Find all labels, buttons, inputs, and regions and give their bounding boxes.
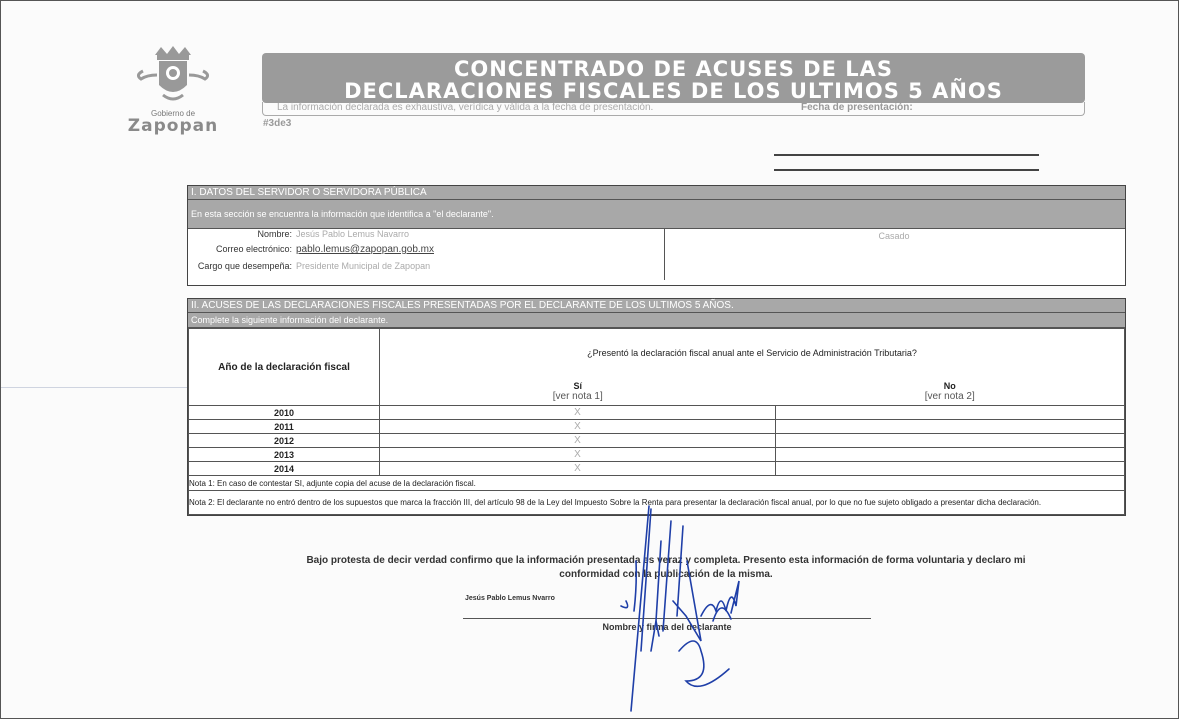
title-line-1: CONCENTRADO DE ACUSES DE LAS [453, 57, 894, 81]
marital-status-value: Casado [878, 231, 910, 241]
handwritten-signature [601, 501, 761, 716]
email-field [188, 244, 664, 258]
name-field [188, 229, 664, 243]
zapopan-logo [123, 45, 223, 134]
position-value: Presidente Municipal de Zapopan [296, 261, 431, 271]
year-column-header: Año de la declaración fiscal [189, 329, 380, 406]
subtitle-bar [262, 102, 1085, 116]
signer-name: Jesús Pablo Lemus Nvarro [465, 595, 555, 602]
yes-note-ref: [ver nota 1] [552, 390, 603, 402]
yes-cell: X [380, 434, 776, 448]
section2-heading: II. ACUSES DE LAS DECLARACIONES FISCALES PRESENTADAS POR EL DECLARANTE DE LOS ULTIMOS 5 AÑOS. [188, 299, 1125, 313]
no-note-ref: [ver nota 2] [924, 390, 975, 402]
section-tax-declarations [187, 298, 1126, 516]
table-row [189, 462, 1125, 476]
document-title [262, 53, 1085, 103]
email-link[interactable]: pablo.lemus@zapopan.gob.mx [296, 244, 435, 255]
coat-of-arms-icon [133, 45, 213, 107]
email-label: Correo electrónico: [215, 244, 292, 254]
date-label: Fecha de presentación: [801, 102, 913, 113]
declarations-table [188, 328, 1125, 515]
date-line-2 [774, 169, 1039, 171]
declaration-line-1: Bajo protesta de decir verdad confirmo que la información presentada es veraz y completa. Presento esta información de forma voluntaria y declaro mi [306, 555, 1026, 566]
note1-row [189, 476, 1125, 491]
section2-description: Complete la siguiente información del declarante. [188, 313, 1125, 328]
yes-header [380, 378, 776, 406]
title-line-2: DECLARACIONES FISCALES DE LOS ULTIMOS 5 AÑOS [344, 79, 1003, 103]
year-cell: 2011 [189, 420, 380, 434]
year-cell: 2012 [189, 434, 380, 448]
position-label: Cargo que desempeña: [197, 261, 292, 271]
no-cell [776, 420, 1125, 434]
subtitle-text: La información declarada es exhaustiva, verídica y válida a la fecha de presentación. [277, 102, 654, 113]
no-header [776, 378, 1125, 406]
logo-government-text: Gobierno de [150, 109, 196, 118]
yes-cell: X [380, 420, 776, 434]
note-2: Nota 2: El declarante no entró dentro de los supuestos que marca la fracción III, del artículo 98 de la Ley del Impuesto Sobre la Renta para presentar la declaración fiscal anual, por lo que no fue sujeto obligado a presentar dicha declaración. [189, 491, 1125, 515]
position-field [188, 261, 664, 275]
table-row [189, 420, 1125, 434]
year-cell: 2014 [189, 462, 380, 476]
table-row [189, 448, 1125, 462]
section1-heading: I. DATOS DEL SERVIDOR O SERVIDORA PÚBLICA [188, 186, 1125, 200]
year-cell: 2013 [189, 448, 380, 462]
section1-description: En esta sección se encuentra la información que identifica a "el declarante". [188, 200, 1125, 229]
no-cell [776, 434, 1125, 448]
name-value: Jesús Pablo Lemus Navarro [296, 229, 410, 239]
personal-data-fields [188, 229, 665, 280]
scan-rule [1, 387, 187, 388]
table-row [189, 434, 1125, 448]
no-cell [776, 462, 1125, 476]
question-header: ¿Presentó la declaración fiscal anual ante el Servicio de Administración Tributaria? [380, 329, 1125, 378]
logo-city-text: Zapopan [127, 116, 219, 136]
declaration-line-2: conformidad con la publicación de la misma. [559, 569, 773, 580]
year-cell: 2010 [189, 406, 380, 420]
section-personal-data [187, 185, 1126, 286]
no-cell [776, 406, 1125, 420]
yes-cell: X [380, 462, 776, 476]
date-line-1 [774, 154, 1039, 156]
name-label: Nombre: [257, 229, 292, 239]
signature-caption: Nombre y firma del declarante [602, 622, 732, 632]
note-1: Nota 1: En caso de contestar SI, adjunte copia del acuse de la declaración fiscal. [189, 476, 1125, 491]
hashtag: #3de3 [263, 118, 292, 129]
yes-cell: X [380, 448, 776, 462]
no-cell [776, 448, 1125, 462]
table-row [189, 406, 1125, 420]
yes-label: Sí [573, 380, 582, 391]
no-label: No [943, 380, 956, 391]
yes-cell: X [380, 406, 776, 420]
personal-data-row [188, 229, 1125, 280]
